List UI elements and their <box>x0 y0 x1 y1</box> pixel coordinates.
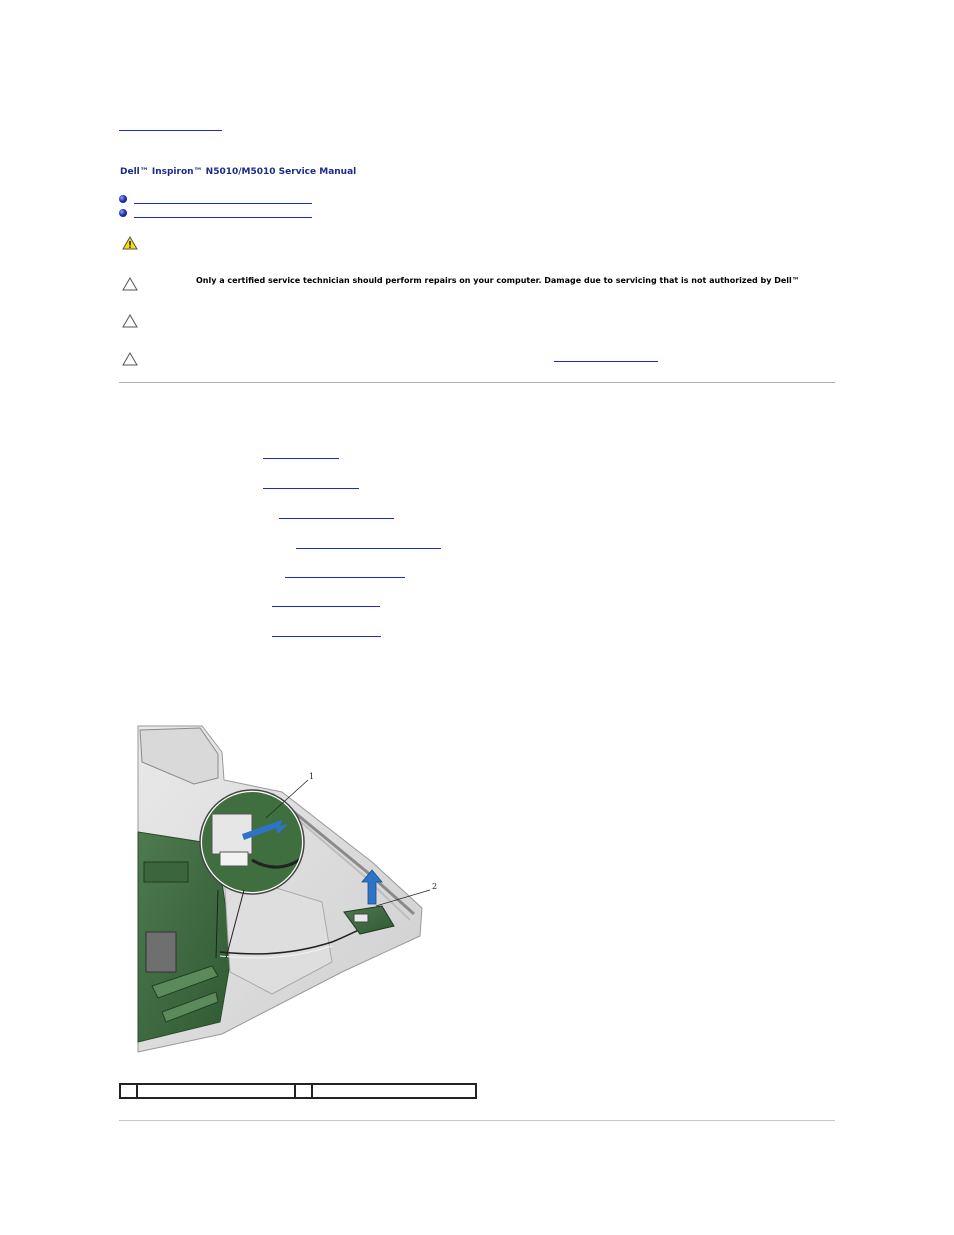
procedure-link-6[interactable] <box>272 606 380 607</box>
callout-label-2: 2 <box>432 882 438 891</box>
manual-title: Dell™ Inspiron™ N5010/M5010 Service Manual <box>120 167 357 177</box>
procedure-link-5[interactable] <box>285 577 405 578</box>
caution-icon <box>122 352 138 366</box>
toc-link-1[interactable] <box>134 203 312 204</box>
callout-number-cell <box>120 1084 137 1098</box>
bullet-icon <box>119 195 127 203</box>
bullet-icon <box>119 209 127 217</box>
back-to-contents-link[interactable] <box>119 130 222 131</box>
laptop-illustration <box>132 722 442 1058</box>
footer-divider <box>119 1120 835 1121</box>
procedure-link-7[interactable] <box>272 636 381 637</box>
procedure-link-4[interactable] <box>296 548 441 549</box>
caution-link[interactable] <box>554 361 658 362</box>
toc-link-2[interactable] <box>134 217 312 218</box>
procedure-link-1[interactable] <box>263 458 339 459</box>
caution-icon <box>122 277 138 291</box>
caution-icon <box>122 314 138 328</box>
callout-label-1: 1 <box>309 772 315 781</box>
callout-description-cell <box>137 1084 295 1098</box>
callout-table <box>119 1083 477 1099</box>
callout-description-cell <box>312 1084 476 1098</box>
caution-text-1: Only a certified service technician should perform repairs on your computer. Damage due to servicing that is not authorized by Dell™ <box>196 276 800 285</box>
procedure-link-3[interactable] <box>279 518 394 519</box>
callout-number-cell <box>295 1084 312 1098</box>
warning-icon <box>122 236 138 250</box>
section-divider <box>119 382 835 383</box>
procedure-link-2[interactable] <box>263 488 359 489</box>
